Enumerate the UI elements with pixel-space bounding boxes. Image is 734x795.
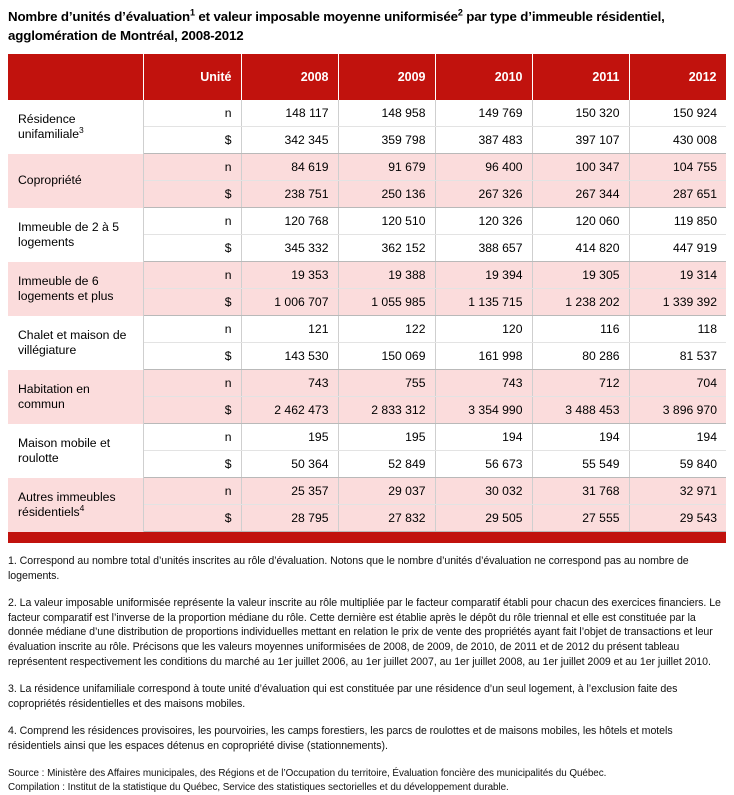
cell-value: 1 055 985 [338,289,435,316]
row-label-line2: 5 logements [18,219,119,249]
cell-value: 161 998 [435,343,532,370]
table-bottom-rule [8,532,726,543]
title-footnote-ref-2: 2 [457,7,463,18]
cell-value: 238 751 [241,181,338,208]
table-row [8,154,726,181]
row-label-line1: Autres immeubles [18,489,116,504]
column-header-2010: 2010 [435,54,532,100]
cell-value: 122 [338,316,435,343]
footnote-1: 1. Correspond au nombre total d’unités inscrites au rôle d’évaluation. Notons que le nombre d’unités d’évaluation ne correspond pas au nombre de logements. [8,555,689,582]
column-header-2012: 2012 [629,54,726,100]
cell-value: 19 388 [338,262,435,289]
cell-value: 345 332 [241,235,338,262]
cell-value: 447 919 [629,235,726,262]
cell-value: 120 510 [338,208,435,235]
cell-unit: n [143,478,241,505]
cell-value: 84 619 [241,154,338,181]
cell-unit: n [143,424,241,451]
cell-value: 194 [532,424,629,451]
row-label-immeuble-2-a-5-logements [8,208,143,262]
cell-value: 3 896 970 [629,397,726,424]
row-label-line1: Immeuble de 2 à [18,219,109,234]
cell-value: 3 488 453 [532,397,629,424]
cell-value: 81 537 [629,343,726,370]
cell-value: 267 344 [532,181,629,208]
cell-value: 194 [435,424,532,451]
cell-value: 32 971 [629,478,726,505]
cell-value: 59 840 [629,451,726,478]
table-row [8,262,726,289]
cell-value: 27 555 [532,505,629,532]
cell-value: 1 006 707 [241,289,338,316]
cell-value: 150 320 [532,100,629,127]
row-label-line1: Copropriété [18,173,82,187]
row-label-chalet-et-maison-de-villegiature [8,316,143,370]
cell-value: 250 136 [338,181,435,208]
cell-value: 50 364 [241,451,338,478]
cell-unit: n [143,262,241,289]
title-line-2: résidentiel, agglomération de Montréal, 2008-2012 [8,9,665,43]
row-label-maison-mobile-et-roulotte [8,424,143,478]
cell-value: 1 135 715 [435,289,532,316]
row-label-line2: de villégiature [18,327,127,357]
cell-value: 120 326 [435,208,532,235]
footnotes [8,554,722,795]
cell-value: 91 679 [338,154,435,181]
title-segment-1: Nombre d’unités d’évaluation [8,9,190,24]
table-row [8,316,726,343]
cell-value: 150 924 [629,100,726,127]
compilation-line: Compilation : Institut de la statistique du Québec, Service des statistiques sectorielles et du développement durable. [8,781,509,793]
cell-value: 287 651 [629,181,726,208]
column-header-2009: 2009 [338,54,435,100]
source-line: Source : Ministère des Affaires municipales, des Régions et de l’Occupation du territoire, Évaluation foncière des municipalités du Québec. [8,767,607,779]
cell-value: 120 060 [532,208,629,235]
cell-value: 25 357 [241,478,338,505]
footnote-2: 2. La valeur imposable uniformisée représente la valeur inscrite au rôle multipliée par le facteur comparatif établi pour chacun des exercices financiers. Le facteur comparatif est l’inverse de la proportion médiane du rôle. Cette dernière est établie après le dépôt du rôle triennal et elle est constituée par la donnée médiane d’une distribution de proportions individuelles mettant en relation le prix de vente des propriétés ayant fait l’objet de transactions et leur évaluation inscrite au rôle. Précisons que les valeurs moyennes uniformisées de 2008, de 2009, de 2010, de 2011 et de 2012 du présent tableau représentent respectivement les conditions du marché au 1er juillet 2006, au 1er juillet 2007, au 1er juillet 2008, au 1er juillet 2009 et au 1er juillet 2010. [8,597,721,668]
column-header-unite: Unité [143,54,241,100]
row-label-habitation-en-commun [8,370,143,424]
cell-value: 104 755 [629,154,726,181]
row-label-residence-unifamiliale [8,100,143,154]
cell-unit: $ [143,127,241,154]
table-header [8,54,726,100]
cell-value: 148 958 [338,100,435,127]
cell-value: 194 [629,424,726,451]
row-label-line2: résidentiels [18,504,80,519]
row-label-line2: roulotte [18,450,59,465]
cell-value: 148 117 [241,100,338,127]
cell-value: 52 849 [338,451,435,478]
cell-value: 19 305 [532,262,629,289]
row-label-line1: Habitation en [18,381,90,396]
cell-value: 56 673 [435,451,532,478]
cell-value: 118 [629,316,726,343]
cell-unit: n [143,316,241,343]
cell-value: 1 238 202 [532,289,629,316]
cell-value: 712 [532,370,629,397]
column-header-2011: 2011 [532,54,629,100]
cell-unit: n [143,100,241,127]
cell-value: 116 [532,316,629,343]
title-segment-2: et valeur imposable moyenne uniformisée [194,9,458,24]
cell-unit: $ [143,235,241,262]
cell-unit: $ [143,451,241,478]
table-header-row [8,54,726,100]
column-header-label [8,54,143,100]
table-row [8,370,726,397]
row-label-line1: Résidence [18,111,76,126]
cell-value: 3 354 990 [435,397,532,424]
data-table [8,54,727,532]
title-footnote-ref-1: 1 [189,7,195,18]
cell-value: 704 [629,370,726,397]
row-label-footnote-ref: 4 [79,502,85,513]
row-label-line2: commun [18,396,65,411]
cell-unit: $ [143,343,241,370]
cell-value: 120 [435,316,532,343]
cell-value: 121 [241,316,338,343]
row-label-line2: unifamiliale [18,126,79,141]
row-label-line2: logements et plus [18,288,114,303]
cell-value: 29 505 [435,505,532,532]
cell-unit: n [143,370,241,397]
cell-unit: n [143,154,241,181]
cell-value: 19 394 [435,262,532,289]
cell-value: 387 483 [435,127,532,154]
cell-value: 19 353 [241,262,338,289]
cell-value: 143 530 [241,343,338,370]
cell-value: 267 326 [435,181,532,208]
cell-value: 100 347 [532,154,629,181]
cell-value: 96 400 [435,154,532,181]
cell-value: 30 032 [435,478,532,505]
cell-value: 120 768 [241,208,338,235]
cell-value: 414 820 [532,235,629,262]
column-header-2008: 2008 [241,54,338,100]
cell-value: 149 769 [435,100,532,127]
cell-value: 362 152 [338,235,435,262]
cell-value: 388 657 [435,235,532,262]
cell-value: 2 462 473 [241,397,338,424]
row-label-autres-immeubles-residentiels [8,478,143,532]
cell-value: 2 833 312 [338,397,435,424]
cell-unit: n [143,208,241,235]
row-label-line1: Chalet et maison [18,327,110,342]
cell-value: 19 314 [629,262,726,289]
cell-value: 359 798 [338,127,435,154]
cell-value: 430 008 [629,127,726,154]
table-body [8,100,726,532]
cell-value: 31 768 [532,478,629,505]
cell-value: 27 832 [338,505,435,532]
cell-value: 397 107 [532,127,629,154]
cell-value: 1 339 392 [629,289,726,316]
cell-value: 743 [241,370,338,397]
row-label-copropriete [8,154,143,208]
table-row [8,100,726,127]
cell-value: 342 345 [241,127,338,154]
cell-unit: $ [143,505,241,532]
cell-value: 80 286 [532,343,629,370]
page-title [8,0,720,45]
cell-value: 28 795 [241,505,338,532]
cell-unit: $ [143,181,241,208]
cell-value: 29 543 [629,505,726,532]
cell-value: 743 [435,370,532,397]
cell-value: 119 850 [629,208,726,235]
row-label-immeuble-6-logements-et-plus [8,262,143,316]
footnote-4: 4. Comprend les résidences provisoires, les pourvoiries, les camps forestiers, les parcs de roulottes et de maisons mobiles, les hôtels et motels résidentiels ainsi que les espaces détenus en copropriété divise (stationnements). [8,725,673,752]
table-row [8,208,726,235]
row-label-footnote-ref: 3 [78,124,84,135]
cell-value: 150 069 [338,343,435,370]
cell-unit: $ [143,289,241,316]
title-segment-3: par type d’immeuble [462,9,593,24]
table-row [8,478,726,505]
footnote-3: 3. La résidence unifamiliale correspond à toute unité d’évaluation qui est constituée par une résidence d’un seul logement, à l’exclusion faite des copropriétés résidentielles et des maisons mobiles. [8,683,678,710]
cell-value: 755 [338,370,435,397]
cell-value: 195 [338,424,435,451]
cell-value: 29 037 [338,478,435,505]
row-label-line1: Immeuble de 6 [18,273,99,288]
cell-value: 55 549 [532,451,629,478]
table-row [8,424,726,451]
cell-unit: $ [143,397,241,424]
row-label-line1: Maison mobile et [18,435,111,450]
source-block [8,767,722,795]
cell-value: 195 [241,424,338,451]
